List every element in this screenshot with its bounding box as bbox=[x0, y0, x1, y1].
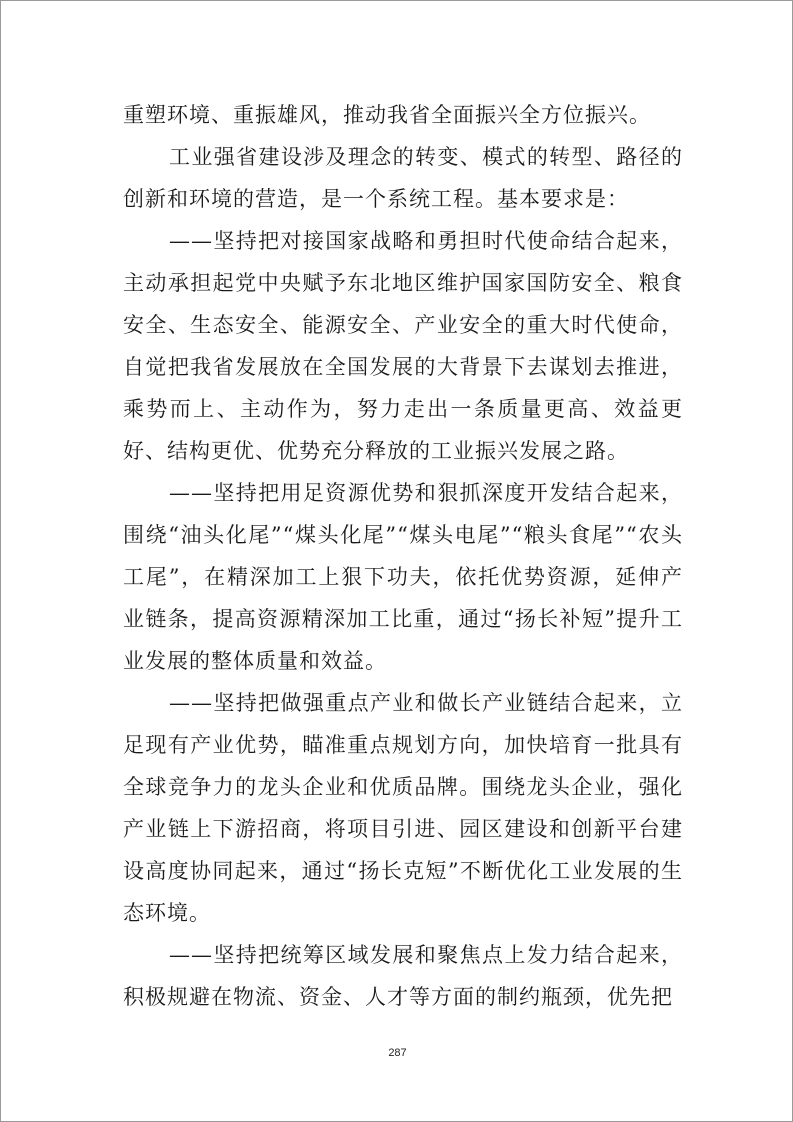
document-body bbox=[123, 94, 683, 1018]
paragraph-resource-advantage: ——坚持把用足资源优势和狠抓深度开发结合起来，围绕“油头化尾”“煤头化尾”“煤头电尾”“粮头食尾”“农头工尾”，在精深加工上狠下功夫，依托优势资源，延伸产业链条，提高资源精深加工比重，通过“扬长补短”提升工业发展的整体质量和效益。 bbox=[123, 481, 683, 673]
paragraph-regional-development: ——坚持把统筹区域发展和聚焦点上发力结合起来，积极规避在物流、资金、人才等方面的制约瓶颈，优先把 bbox=[123, 943, 683, 1009]
paragraph-national-strategy: ——坚持把对接国家战略和勇担时代使命结合起来，主动承担起党中央赋予东北地区维护国家国防安全、粮食安全、生态安全、能源安全、产业安全的重大时代使命，自觉把我省发展放在全国发展的大背景下去谋划去推进，乘势而上、主动作为，努力走出一条质量更高、效益更好、结构更优、优势充分释放的工业振兴发展之路。 bbox=[123, 229, 683, 463]
paragraph-continuation: 重塑环境、重振雄风，推动我省全面振兴全方位振兴。 bbox=[123, 103, 651, 127]
paragraph-basic-requirements: 工业强省建设涉及理念的转变、模式的转型、路径的创新和环境的营造，是一个系统工程。基本要求是： bbox=[123, 145, 683, 211]
page-number: 287 bbox=[388, 1047, 407, 1059]
paragraph-key-industries: ——坚持把做强重点产业和做长产业链结合起来，立足现有产业优势，瞄准重点规划方向，加快培育一批具有全球竞争力的龙头企业和优质品牌。围绕龙头企业，强化产业链上下游招商，将项目引进、园区建设和创新平台建设高度协同起来，通过“扬长克短”不断优化工业发展的生态环境。 bbox=[123, 691, 683, 925]
